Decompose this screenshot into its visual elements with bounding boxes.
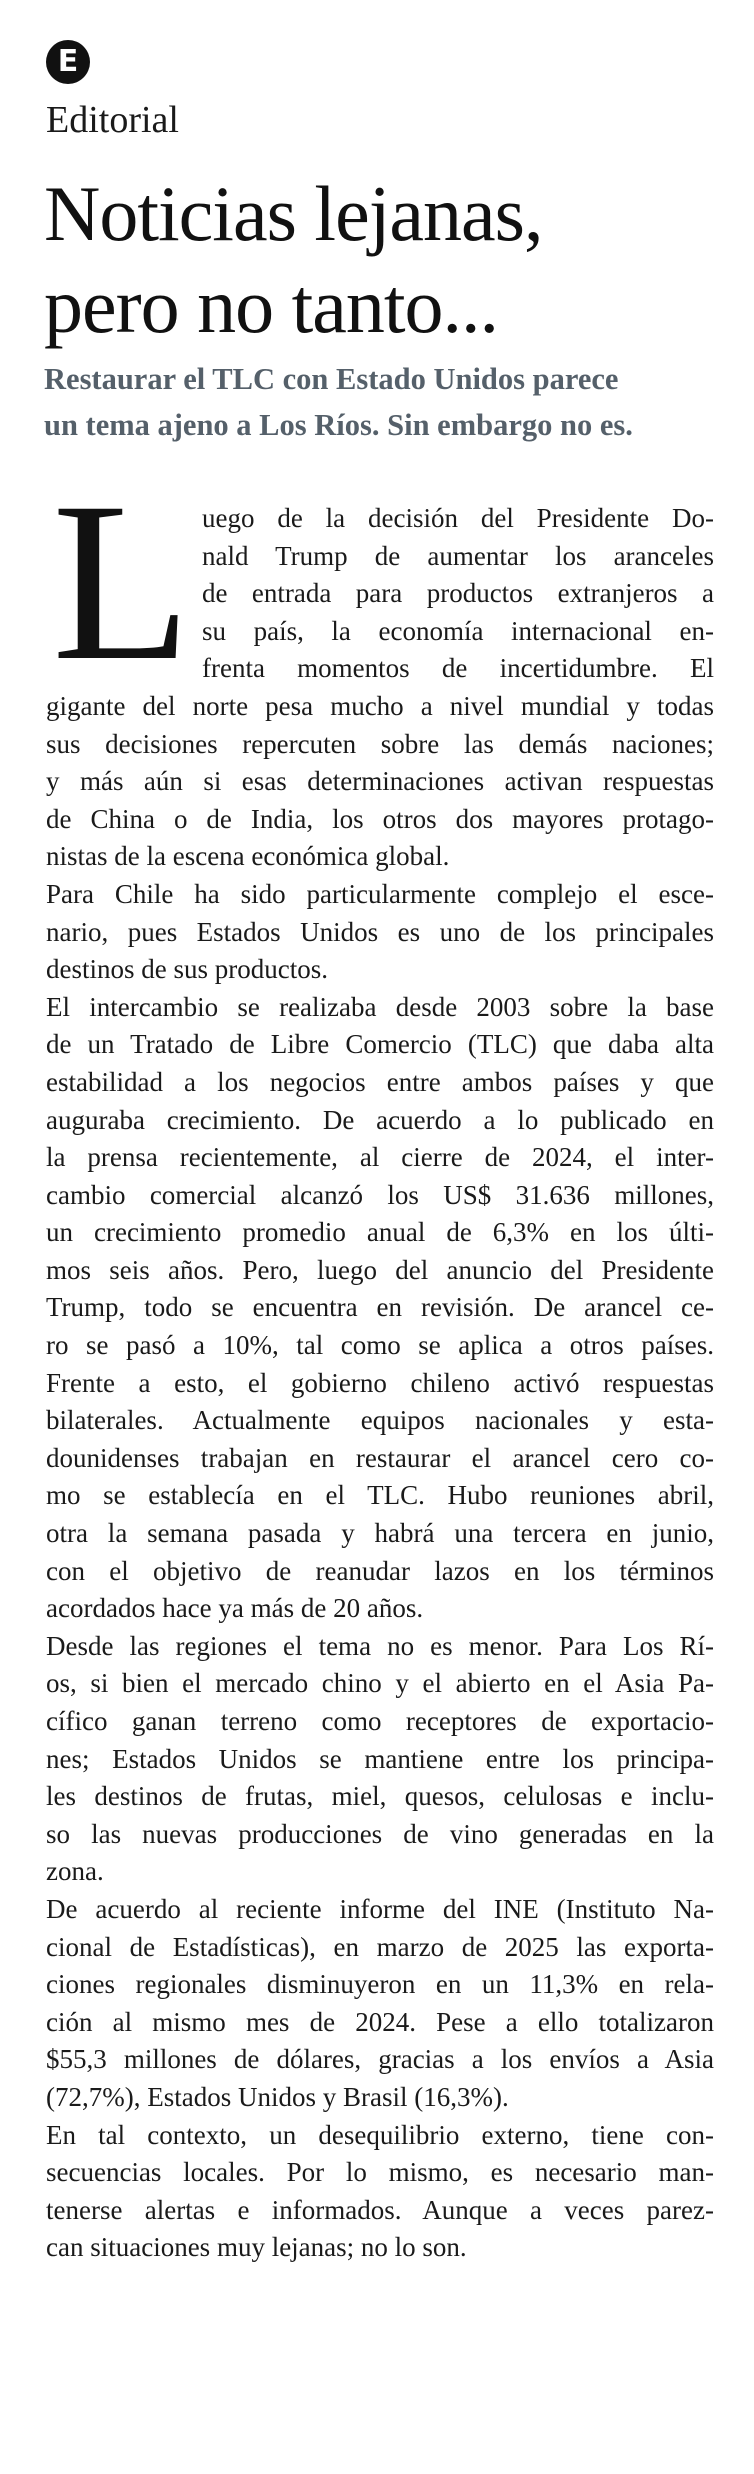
article-line: mos seis años. Pero, luego del anuncio del Presidente — [46, 1254, 714, 1285]
deck-line: un tema ajeno a Los Ríos. Sin embargo no es. — [44, 408, 633, 442]
article-line: auguraba crecimiento. De acuerdo a lo publicado en — [46, 1104, 714, 1135]
article-line: otra la semana pasada y habrá una tercera en junio, — [46, 1518, 714, 1549]
article-line: sus decisiones repercuten sobre las demás naciones; — [46, 728, 714, 759]
article-line: En tal contexto, un desequilibrio externo, tiene con- — [46, 2119, 714, 2150]
article-line: un crecimiento promedio anual de 6,3% en los últi- — [46, 1217, 714, 1248]
article-line: frenta momentos de incertidumbre. El — [202, 653, 714, 684]
article-line: can situaciones muy lejanas; no lo son. — [46, 2232, 467, 2263]
article-line: El intercambio se realizaba desde 2003 sobre la base — [46, 991, 714, 1022]
article-line: tenerse alertas e informados. Aunque a veces parez- — [46, 2194, 714, 2225]
article-line: gigante del norte pesa mucho a nivel mundial y todas — [46, 690, 714, 721]
article-line: Frente a esto, el gobierno chileno activó respuestas — [46, 1367, 714, 1398]
headline-line: pero no tanto... — [44, 262, 499, 349]
article-line: ción al mismo mes de 2024. Pese a ello totalizaron — [46, 2006, 714, 2037]
article-line: secuencias locales. Por lo mismo, es necesario man- — [46, 2157, 714, 2188]
article-line: de un Tratado de Libre Comercio (TLC) que daba alta — [46, 1029, 714, 1060]
article-line: dounidenses trabajan en restaurar el arancel cero co- — [46, 1442, 714, 1473]
article-line: la prensa recientemente, al cierre de 2024, el inter- — [46, 1142, 714, 1173]
article-line: Trump, todo se encuentra en revisión. De arancel ce- — [46, 1292, 714, 1323]
article-line: mo se establecía en el TLC. Hubo reuniones abril, — [46, 1480, 714, 1511]
article-line: cional de Estadísticas), en marzo de 2025 las exporta- — [46, 1931, 714, 1962]
headline-line: Noticias lejanas, — [44, 170, 543, 257]
article-line: nistas de la escena económica global. — [46, 841, 450, 872]
article-line: $55,3 millones de dólares, gracias a los envíos a Asia — [46, 2044, 714, 2075]
deck-line: Restaurar el TLC con Estado Unidos parece — [44, 362, 619, 396]
article-line: ro se pasó a 10%, tal como se aplica a otros países. — [46, 1330, 714, 1361]
deck-subtitle — [44, 356, 744, 448]
section-label: Editorial — [46, 99, 179, 141]
article-line: zona. — [46, 1856, 104, 1887]
article-line: uego de la decisión del Presidente Do- — [202, 503, 714, 533]
article-body — [46, 500, 714, 2267]
article-line: con el objetivo de reanudar lazos en los términos — [46, 1555, 714, 1586]
article-line: de entrada para productos extranjeros a — [202, 578, 714, 609]
article-line: Desde las regiones el tema no es menor. Para Los Rí- — [46, 1630, 714, 1661]
article-line: Para Chile ha sido particularmente complejo el esce- — [46, 878, 714, 909]
drop-cap: L — [52, 456, 192, 708]
article-line: su país, la economía internacional en- — [202, 615, 714, 646]
article-line: acordados hace ya más de 20 años. — [46, 1593, 424, 1624]
article-line: les destinos de frutas, miel, quesos, celulosas e inclu- — [46, 1781, 714, 1812]
headline — [44, 168, 734, 352]
article-line: (72,7%), Estados Unidos y Brasil (16,3%). — [46, 2081, 509, 2112]
article-line: bilaterales. Actualmente equipos nacionales y esta- — [46, 1405, 714, 1436]
article-line: so las nuevas producciones de vino generadas en la — [46, 1818, 714, 1849]
article-line: ciones regionales disminuyeron en un 11,3% en rela- — [46, 1969, 714, 2000]
article-line: de China o de India, los otros dos mayores protago- — [46, 803, 714, 834]
article-line: cambio comercial alcanzó los US$ 31.636 millones, — [46, 1179, 714, 1210]
article-line: os, si bien el mercado chino y el abierto en el Asia Pa- — [46, 1668, 714, 1699]
article-line: nald Trump de aumentar los aranceles — [202, 540, 714, 571]
article-line: De acuerdo al reciente informe del INE (Instituto Na- — [46, 1893, 714, 1924]
article-line: nario, pues Estados Unidos es uno de los principales — [46, 916, 714, 947]
article-line: estabilidad a los negocios entre ambos países y que — [46, 1066, 714, 1097]
article-line: y más aún si esas determinaciones activan respuestas — [46, 766, 714, 797]
article-line: nes; Estados Unidos se mantiene entre los principa- — [46, 1743, 714, 1774]
editorial-badge: E — [46, 40, 90, 84]
article-line: cífico ganan terreno como receptores de exportacio- — [46, 1706, 714, 1736]
article-line: destinos de sus productos. — [46, 954, 328, 985]
